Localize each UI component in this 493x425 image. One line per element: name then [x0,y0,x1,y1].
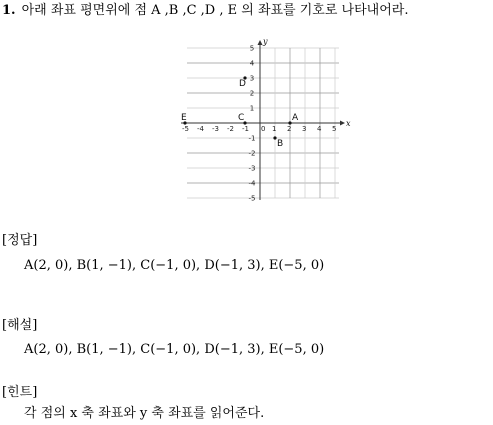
question-number: 1. [2,3,16,18]
y-tick-label: 5 [249,44,255,53]
question [2,2,490,20]
coordinate-plane-svg [181,37,351,203]
x-tick-label: 1 [272,125,277,133]
y-tick-label: -5 [248,194,256,203]
y-axis-arrow [258,40,263,45]
y-axis-label: y [263,37,268,46]
x-tick-label: -2 [227,125,234,133]
x-axis-arrow [340,121,345,126]
point-label-e: E [181,113,187,123]
y-tick-label: -2 [248,149,256,158]
y-tick-label: 1 [249,104,255,113]
x-tick-label: -3 [212,125,219,133]
x-tick-label: 4 [317,125,322,133]
x-tick-label: 5 [332,125,337,133]
answer-heading: [정답] [2,233,38,248]
coordinate-plane [181,37,351,203]
point-label-d: D [239,79,246,89]
x-tick-label: -5 [182,125,189,133]
y-tick-label: -1 [248,134,256,143]
explanation-heading: [해설] [2,318,38,333]
point-label-c: C [238,113,245,123]
question-text: 아래 좌표 평면위에 점 A ,B ,C ,D , E 의 좌표를 기호로 나타내어라. [21,3,409,18]
hint-heading: [힌트] [2,385,38,400]
answer-text: A(2, 0), B(1, −1), C(−1, 0), D(−1, 3), E(−5, 0) [24,258,325,273]
point-label-a: A [292,113,299,123]
x-axis-label: x [346,119,351,128]
explanation-text: A(2, 0), B(1, −1), C(−1, 0), D(−1, 3), E(−5, 0) [24,342,325,357]
x-tick-label: 3 [302,125,307,133]
hint-text: 각 점의 x 축 좌표와 y 축 좌표를 읽어준다. [24,406,265,421]
y-tick-label: 2 [249,89,255,98]
origin-label: 0 [261,125,266,133]
y-tick-label: -3 [248,164,256,173]
y-tick-label: 4 [249,59,255,68]
y-tick-label: -4 [248,179,256,188]
y-tick-label: 3 [249,74,255,83]
point-label-b: B [277,139,284,149]
x-tick-label: -1 [242,125,249,133]
x-tick-label: -4 [197,125,204,133]
x-tick-label: 2 [287,125,292,133]
